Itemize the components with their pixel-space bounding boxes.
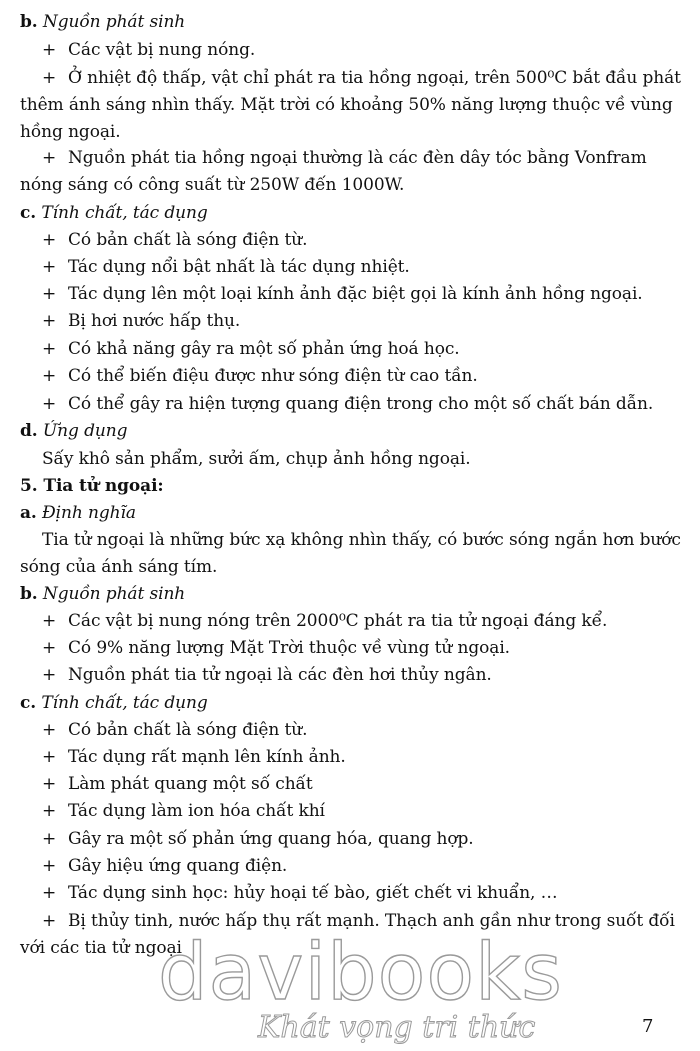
bullet-line: + Tác dụng làm ion hóa chất khí	[42, 801, 325, 821]
bullet-line: + Bị hơi nước hấp thụ.	[42, 311, 241, 331]
paragraph-line: hồng ngoại.	[20, 122, 121, 142]
bullet-line: + Gây hiệu ứng quang điện.	[42, 856, 288, 876]
bullet-line: + Có khả năng gây ra một số phản ứng hoá học.	[42, 339, 460, 359]
bullet-line: + Có bản chất là sóng điện từ.	[42, 720, 308, 740]
bullet-line: + Ở nhiệt độ thấp, vật chỉ phát ra tia hồng ngoại, trên 500⁰C bắt đầu phát	[42, 68, 681, 88]
bullet-line: + Tác dụng nổi bật nhất là tác dụng nhiệt.	[42, 257, 410, 277]
bullet-line: + Tác dụng sinh học: hủy hoại tế bào, giết chết vi khuẩn, …	[42, 883, 558, 903]
bullet-line: + Các vật bị nung nóng trên 2000⁰C phát ra tia tử ngoại đáng kể.	[42, 611, 608, 631]
bullet-line: + Nguồn phát tia tử ngoại là các đèn hơi thủy ngân.	[42, 665, 492, 685]
paragraph-line: sóng của ánh sáng tím.	[20, 557, 218, 577]
paragraph-line: Tia tử ngoại là những bức xạ không nhìn thấy, có bước sóng ngắn hơn bước	[42, 530, 681, 550]
bullet-line: + Bị thủy tinh, nước hấp thụ rất mạnh. Thạch anh gần như trong suốt đối	[42, 911, 675, 931]
page-number: 7	[642, 1016, 654, 1037]
section-heading: c. Tính chất, tác dụng	[20, 693, 208, 713]
chapter-heading: 5. Tia tử ngoại:	[20, 476, 164, 496]
section-heading: b. Nguồn phát sinh	[20, 584, 186, 604]
bullet-line: + Các vật bị nung nóng.	[42, 40, 256, 60]
watermark-brand: davibooks	[158, 928, 563, 1018]
bullet-line: + Làm phát quang một số chất	[42, 774, 313, 794]
section-heading: b. Nguồn phát sinh	[20, 12, 186, 32]
bullet-line: + Có bản chất là sóng điện từ.	[42, 230, 308, 250]
section-heading: a. Định nghĩa	[20, 503, 136, 523]
section-heading: c. Tính chất, tác dụng	[20, 203, 208, 223]
paragraph-line: nóng sáng có công suất từ 250W đến 1000W.	[20, 175, 405, 195]
section-heading: d. Ứng dụng	[20, 421, 128, 441]
bullet-line: + Có thể gây ra hiện tượng quang điện trong cho một số chất bán dẫn.	[42, 394, 654, 414]
bullet-line: + Tác dụng rất mạnh lên kính ảnh.	[42, 747, 346, 767]
bullet-line: + Có thể biến điệu được như sóng điện từ cao tần.	[42, 366, 478, 386]
bullet-line: + Gây ra một số phản ứng quang hóa, quang hợp.	[42, 829, 474, 849]
watermark-slogan: Khát vọng tri thức	[258, 1010, 536, 1045]
bullet-line: + Tác dụng lên một loại kính ảnh đặc biệt gọi là kính ảnh hồng ngoại.	[42, 284, 643, 304]
bullet-line: + Có 9% năng lượng Mặt Trời thuộc về vùng tử ngoại.	[42, 638, 510, 658]
paragraph-line: thêm ánh sáng nhìn thấy. Mặt trời có khoảng 50% năng lượng thuộc về vùng	[20, 95, 673, 115]
paragraph-line: Sấy khô sản phẩm, sưởi ấm, chụp ảnh hồng ngoại.	[42, 449, 471, 469]
paragraph-line: với các tia tử ngoại	[20, 938, 182, 958]
bullet-line: + Nguồn phát tia hồng ngoại thường là các đèn dây tóc bằng Vonfram	[42, 148, 647, 168]
